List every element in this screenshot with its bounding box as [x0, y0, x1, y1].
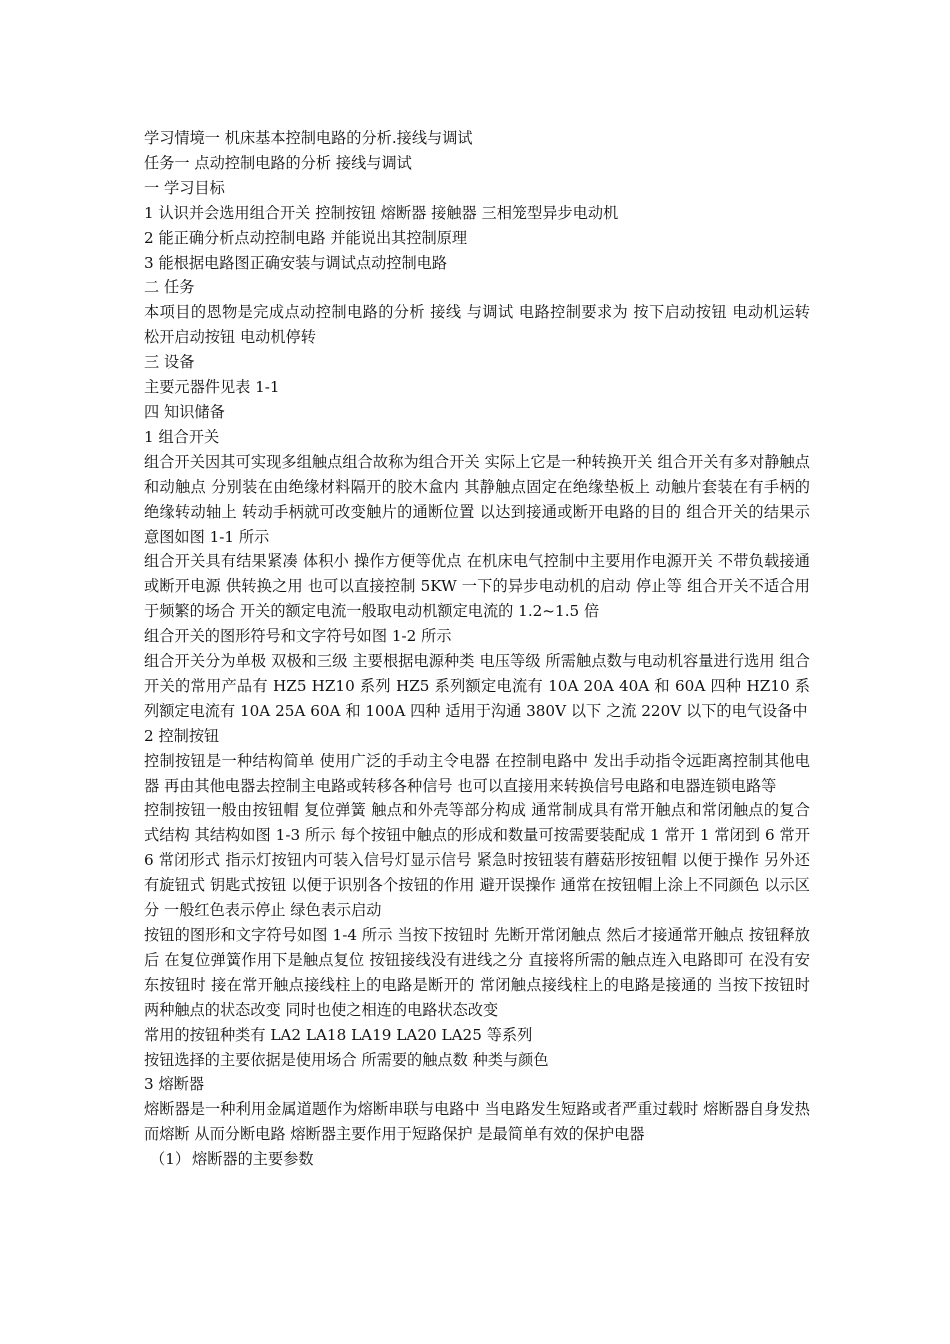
- chapter-title: 学习情境一 机床基本控制电路的分析.接线与调试: [144, 129, 473, 147]
- button-paragraph-3: 按钮的图形和文字符号如图 1-4 所示 当按下按钮时 先断开常闭触点 然后才接通常开触点 按钮释放后 在复位弹簧作用下是触点复位 按钮接线没有进线之分 直接将所需的触点连入电路即可 在没有安东按钮时 接在常开触点接线柱上的电路是断开的 常闭触点接线柱上的电路是接通的 当按下按钮时 两种触点的状态改变 同时也使之相连的电路状态改变: [144, 926, 810, 1019]
- subsection-heading-switch: 1 组合开关: [144, 427, 220, 446]
- switch-paragraph-2: 组合开关具有结果紧凑 体积小 操作方便等优点 在机床电气控制中主要用作电源开关 不带负载接通或断开电源 供转换之用 也可以直接控制 5KW 一下的异步电动机的启动 停止等 组合开关不适合用于频繁的场合 开关的额定电流一般取电动机额定电流的 1.2~1.5 倍: [144, 552, 810, 621]
- objective-item-3: 3 能根据电路图正确安装与调试点动控制电路: [144, 253, 448, 272]
- task-title: 任务一 点动控制电路的分析 接线与调试: [144, 153, 412, 172]
- button-paragraph-1: 控制按钮是一种结构简单 使用广泛的手动主令电器 在控制电路中 发出手动指令远距离控制其他电器 再由其他电器去控制主电路或转移各种信号 也可以直接用来转换信号电路和电器连锁电路等: [144, 751, 810, 795]
- fuse-subheading-text: 熔断器的主要参数: [192, 1150, 314, 1169]
- objective-item-1: 1 认识并会选用组合开关 控制按钮 熔断器 接触器 三相笼型异步电动机: [144, 203, 619, 222]
- button-paragraph-5: 按钮选择的主要依据是使用场合 所需要的触点数 种类与颜色: [144, 1050, 549, 1069]
- switch-paragraph-1: 组合开关因其可实现多组触点组合故称为组合开关 实际上它是一种转换开关 组合开关有多对静触点和动触点 分别装在由绝缘材料隔开的胶木盒内 其静触点固定在绝缘垫板上 动触片套装在有手柄的绝缘转动轴上 转动手柄就可改变触片的通断位置 以达到接通或断开电路的目的 组合开关的结果示意图如图 1-1 所示: [144, 452, 810, 546]
- equipment-note: 主要元器件见表 1-1: [144, 378, 280, 397]
- section-heading-task: 二 任务: [144, 278, 195, 297]
- subsection-heading-fuse: 3 熔断器: [144, 1075, 205, 1094]
- fuse-subheading: [144, 1147, 810, 1172]
- document-body: [144, 126, 810, 1172]
- fuse-subheading-number: （1）: [150, 1150, 191, 1169]
- button-paragraph-4: 常用的按钮种类有 LA2 LA18 LA19 LA20 LA25 等系列: [144, 1025, 533, 1044]
- section-heading-objectives: 一 学习目标: [144, 178, 225, 197]
- switch-paragraph-3: 组合开关的图形符号和文字符号如图 1-2 所示: [144, 627, 452, 646]
- section-heading-equipment: 三 设备: [144, 353, 195, 372]
- fuse-paragraph-1: 熔断器是一种利用金属道题作为熔断串联与电路中 当电路发生短路或者严重过载时 熔断器自身发热而熔断 从而分断电路 熔断器主要作用于短路保护 是最简单有效的保护电器: [144, 1100, 810, 1144]
- switch-paragraph-4: 组合开关分为单极 双极和三级 主要根据电源种类 电压等级 所需触点数与电动机容量进行选用 组合开关的常用产品有 HZ5 HZ10 系列 HZ5 系列额定电流有 10A 20A 40A 和 60A 四种 HZ10 系列额定电流有 10A 25A 60A 和 100A 四种 适用于沟通 380V 以下 之流 220V 以下的电气设备中: [144, 652, 810, 720]
- section-heading-knowledge: 四 知识储备: [144, 402, 225, 421]
- task-paragraph: 本项目的恩物是完成点动控制电路的分析 接线 与调试 电路控制要求为 按下启动按钮 电动机运转 松开启动按钮 电动机停转: [144, 303, 810, 347]
- objective-item-2: 2 能正确分析点动控制电路 并能说出其控制原理: [144, 228, 468, 247]
- button-paragraph-2: 控制按钮一般由按钮帽 复位弹簧 触点和外壳等部分构成 通常制成具有常开触点和常闭触点的复合式结构 其结构如图 1-3 所示 每个按钮中触点的形成和数量可按需要装配成 1 常开 1 常闭到 6 常开 6 常闭形式 指示灯按钮内可装入信号灯显示信号 紧急时按钮装有蘑菇形按钮帽 以便于操作 另外还有旋钮式 钥匙式按钮 以便于识别各个按钮的作用 避开误操作 通常在按钮帽上涂上不同颜色 以示区分 一般红色表示停止 绿色表示启动: [144, 801, 810, 920]
- subsection-heading-button: 2 控制按钮: [144, 726, 220, 745]
